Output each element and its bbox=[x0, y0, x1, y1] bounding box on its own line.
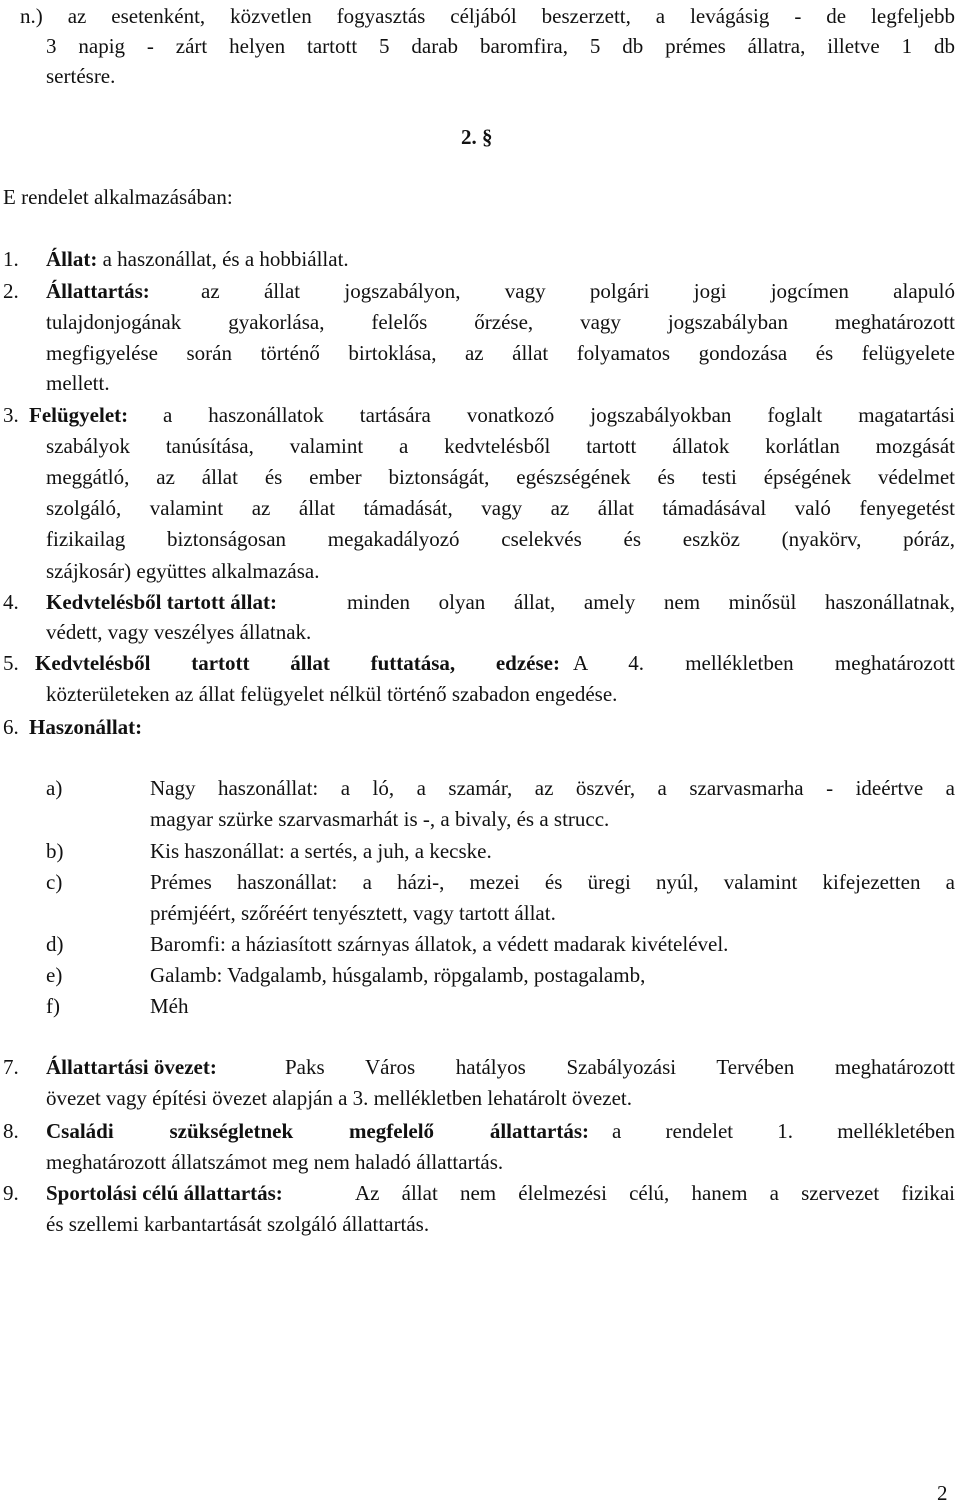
text-line: Kis haszonállat: a sertés, a juh, a kecske. bbox=[150, 839, 492, 863]
item-number: 8. bbox=[3, 1119, 19, 1143]
item-number: 2. bbox=[3, 279, 19, 303]
text-line: Prémes haszonállat: a házi-, mezei és üregi nyúl, valamint kifejezetten a bbox=[150, 870, 955, 894]
item-label: d) bbox=[46, 932, 64, 956]
text-line: szabályok tanúsítása, valamint a kedvtelésből tartott állatok korlátlan mozgását bbox=[46, 434, 955, 458]
term: Sportolási célú állattartás: bbox=[46, 1181, 283, 1205]
item-number: 7. bbox=[3, 1055, 19, 1079]
text-line: meggátló, az állat és ember biztonságát, egészségének és testi épségének védelmet bbox=[46, 465, 955, 489]
section-heading: 2. § bbox=[461, 125, 493, 149]
lead-text: E rendelet alkalmazásában: bbox=[3, 185, 233, 209]
text-line: védett, vagy veszélyes állatnak. bbox=[46, 620, 312, 644]
text-line: n.) az esetenként, közvetlen fogyasztás céljából beszerzett, a levágásig - de legfeljebb bbox=[20, 4, 955, 28]
item-label: c) bbox=[46, 870, 63, 894]
item-number: 9. bbox=[3, 1181, 19, 1205]
text-line: az állat jogszabályon, vagy polgári jogi jogcímen alapuló bbox=[201, 279, 955, 303]
text-line: és szellemi karbantartását szolgáló állattartás. bbox=[46, 1212, 430, 1236]
text-line: Az állat nem élelmezési célú, hanem a szervezet fizikai bbox=[355, 1181, 955, 1205]
item-label: b) bbox=[46, 839, 64, 863]
text-line: sertésre. bbox=[46, 64, 116, 88]
term: Haszonállat: bbox=[29, 715, 143, 739]
term: Kedvtelésből tartott állat: bbox=[46, 590, 277, 614]
text-line: 3 napig - zárt helyen tartott 5 darab baromfira, 5 db prémes állatra, illetve 1 db bbox=[46, 34, 955, 58]
text-line: szolgáló, valamint az állat támadását, vagy az állat támadásával való fenyegetést bbox=[46, 496, 955, 520]
item-number: 5. bbox=[3, 651, 19, 675]
text-line: Nagy haszonállat: a ló, a szamár, az öszvér, a szarvasmarha - ideértve a bbox=[150, 776, 955, 800]
item-label: a) bbox=[46, 776, 63, 800]
text-line bbox=[46, 249, 349, 270]
text-line: minden olyan állat, amely nem minősül haszonállatnak, bbox=[347, 590, 955, 614]
item-number: 1. bbox=[3, 247, 19, 271]
text-line: a rendelet 1. mellékletében bbox=[612, 1119, 955, 1143]
text-line: magyar szürke szarvasmarhát is -, a bivaly, és a strucc. bbox=[150, 807, 610, 831]
text-line: a haszonállatok tartására vonatkozó jogszabályokban foglalt magatartási bbox=[163, 403, 955, 427]
term: Állattartás: bbox=[46, 279, 150, 303]
text-line: tulajdonjogának gyakorlása, felelős őrzése, vagy jogszabályban meghatározott bbox=[46, 310, 955, 334]
text-line: meghatározott állatszámot meg nem haladó állattartás. bbox=[46, 1150, 504, 1174]
item-number: 4. bbox=[3, 590, 19, 614]
text-line: megfigyelése során történő birtoklása, az állat folyamatos gondozása és felügyelete bbox=[46, 341, 955, 365]
item-number: 3. bbox=[3, 403, 19, 427]
item-label: e) bbox=[46, 963, 63, 987]
page-number: 2 bbox=[937, 1481, 948, 1505]
term: Állat: bbox=[46, 247, 98, 271]
term: Kedvtelésből tartott állat futtatása, edzése: bbox=[35, 651, 560, 675]
item-label: f) bbox=[46, 994, 60, 1018]
text-line: közterületeken az állat felügyelet nélkül történő szabadon engedése. bbox=[46, 682, 618, 706]
term: Állattartási övezet: bbox=[46, 1055, 217, 1079]
text-line: fizikailag biztonságosan megakadályozó cselekvés és eszköz (nyakörv, póráz, bbox=[46, 527, 955, 551]
text-line: A 4. mellékletben meghatározott bbox=[573, 651, 955, 675]
definition-text: a haszonállat, és a hobbiállat. bbox=[97, 247, 349, 271]
text-line: Méh bbox=[150, 994, 189, 1018]
text-line: Baromfi: a háziasított szárnyas állatok, a védett madarak kivételével. bbox=[150, 932, 729, 956]
text-line: övezet vagy építési övezet alapján a 3. mellékletben lehatárolt övezet. bbox=[46, 1086, 632, 1110]
text-line: Paks Város hatályos Szabályozási Tervében meghatározott bbox=[285, 1055, 955, 1079]
text-line: Galamb: Vadgalamb, húsgalamb, röpgalamb, postagalamb, bbox=[150, 963, 646, 987]
text-line: prémjéért, szőréért tenyésztett, vagy tartott állat. bbox=[150, 901, 556, 925]
text-line: szájkosár) együttes alkalmazása. bbox=[46, 559, 320, 583]
term: Felügyelet: bbox=[29, 403, 129, 427]
text-line: mellett. bbox=[46, 371, 110, 395]
item-number: 6. bbox=[3, 715, 19, 739]
term: Családi szükségletnek megfelelő állattartás: bbox=[46, 1119, 589, 1143]
